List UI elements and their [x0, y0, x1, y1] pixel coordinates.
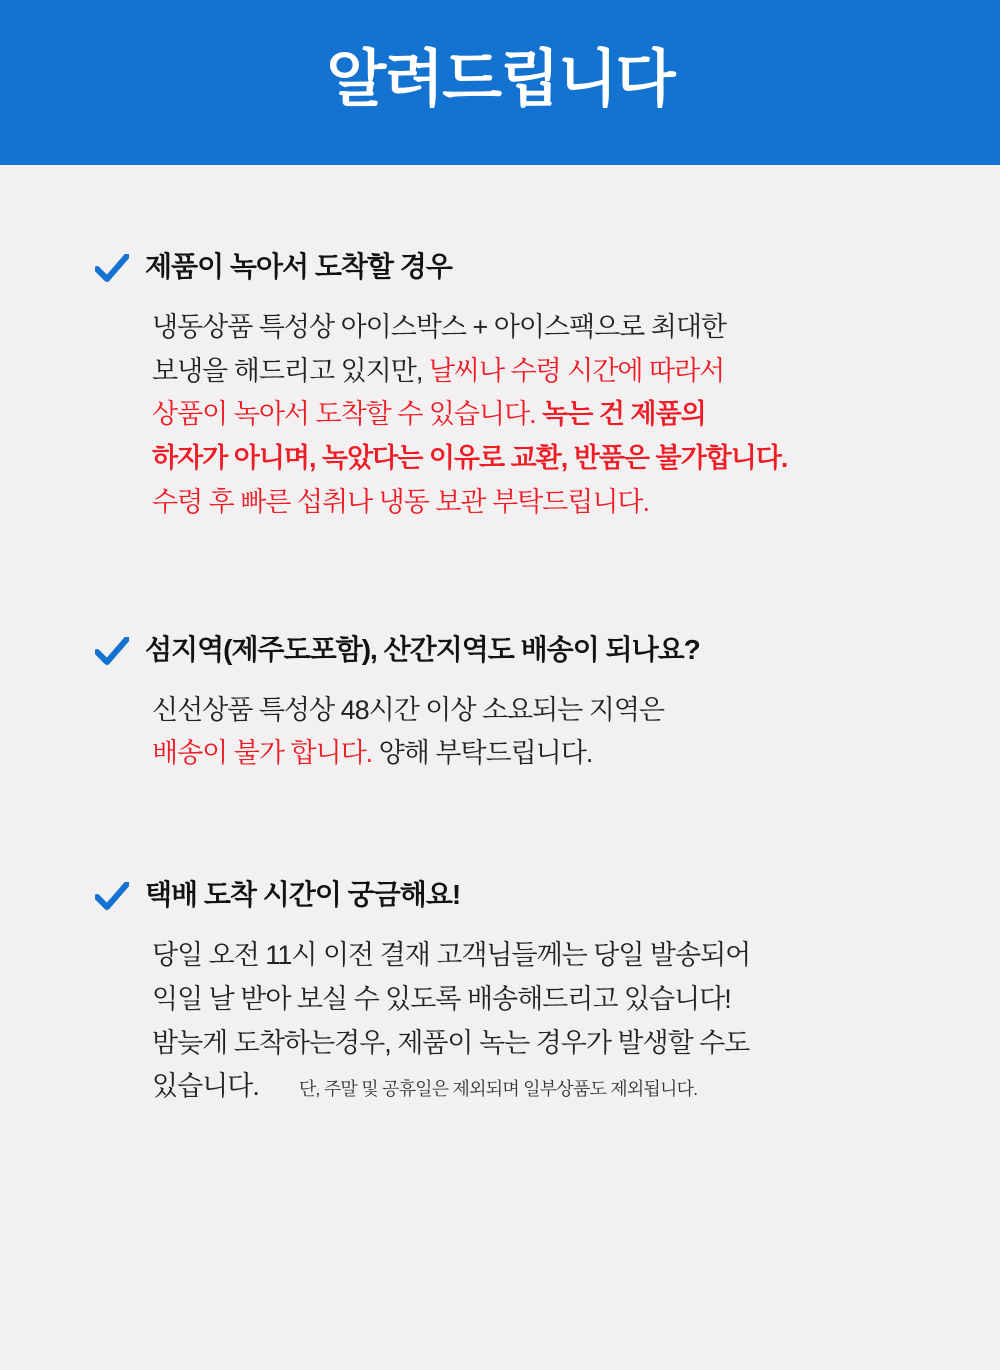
- faq-answer: [60, 306, 940, 525]
- faq-answer: [60, 934, 940, 1109]
- answer-text: 밤늦게 도착하는경우, 제품이 녹는 경우가 발생할 수도: [152, 1027, 750, 1058]
- answer-line: [152, 437, 940, 481]
- faq-question-row: [60, 250, 940, 284]
- answer-line: [152, 1065, 940, 1109]
- answer-line: [152, 732, 940, 776]
- faq-answer: [60, 689, 940, 776]
- faq-section-delivery-time: [60, 878, 940, 1109]
- faq-question-row: [60, 878, 940, 912]
- answer-line: [152, 689, 940, 733]
- answer-text: 익일 날 받아 보실 수 있도록 배송해드리고 있습니다!: [152, 983, 731, 1014]
- answer-text: 양해 부탁드립니다.: [372, 738, 593, 769]
- answer-text-highlight: 날씨나 수령 시간에 따라서: [428, 355, 725, 386]
- faq-question-row: [60, 633, 940, 667]
- check-icon: [95, 637, 129, 667]
- answer-text: 당일 오전 11시 이전 결재 고객님들께는 당일 발송되어: [152, 940, 751, 971]
- faq-question-title: 택배 도착 시간이 궁금해요!: [145, 879, 461, 911]
- faq-question-title: 섬지역(제주도포함), 산간지역도 배송이 되나요?: [145, 633, 700, 665]
- answer-line: [152, 1022, 940, 1066]
- answer-text: 보냉을 해드리고 있지만,: [152, 355, 429, 386]
- page-title: 알려드립니다: [326, 44, 674, 114]
- answer-text-highlight: 수령 후 빠른 섭취나 냉동 보관 부탁드립니다.: [152, 486, 649, 517]
- page-header-banner: [0, 0, 1000, 165]
- answer-line: [152, 934, 940, 978]
- check-icon: [95, 254, 129, 284]
- answer-line: [152, 393, 940, 437]
- answer-text-emphasis: 하자가 아니며, 녹았다는 이유로 교환, 반품은 불가합니다.: [152, 443, 788, 474]
- check-icon: [95, 882, 129, 912]
- answer-line: [152, 978, 940, 1022]
- answer-text-emphasis: 녹는 건 제품의: [542, 399, 706, 430]
- answer-text: 신선상품 특성상 48시간 이상 소요되는 지역은: [152, 694, 665, 725]
- faq-question-title: 제품이 녹아서 도착할 경우: [145, 251, 452, 282]
- answer-line: [152, 306, 940, 350]
- answer-line: [152, 481, 940, 525]
- notice-content: [0, 250, 1000, 1109]
- answer-line: [152, 350, 940, 394]
- answer-text: 냉동상품 특성상 아이스박스 + 아이스팩으로 최대한: [152, 312, 726, 342]
- answer-text: 있습니다.: [152, 1071, 259, 1102]
- faq-footnote: 단, 주말 및 공휴일은 제외되며 일부상품도 제외됩니다.: [298, 1079, 698, 1100]
- answer-text-highlight: 상품이 녹아서 도착할 수 있습니다.: [152, 399, 543, 430]
- faq-section-island-delivery: [60, 633, 940, 776]
- faq-section-melted-product: [60, 250, 940, 525]
- answer-text-highlight: 배송이 불가 합니다.: [152, 738, 373, 769]
